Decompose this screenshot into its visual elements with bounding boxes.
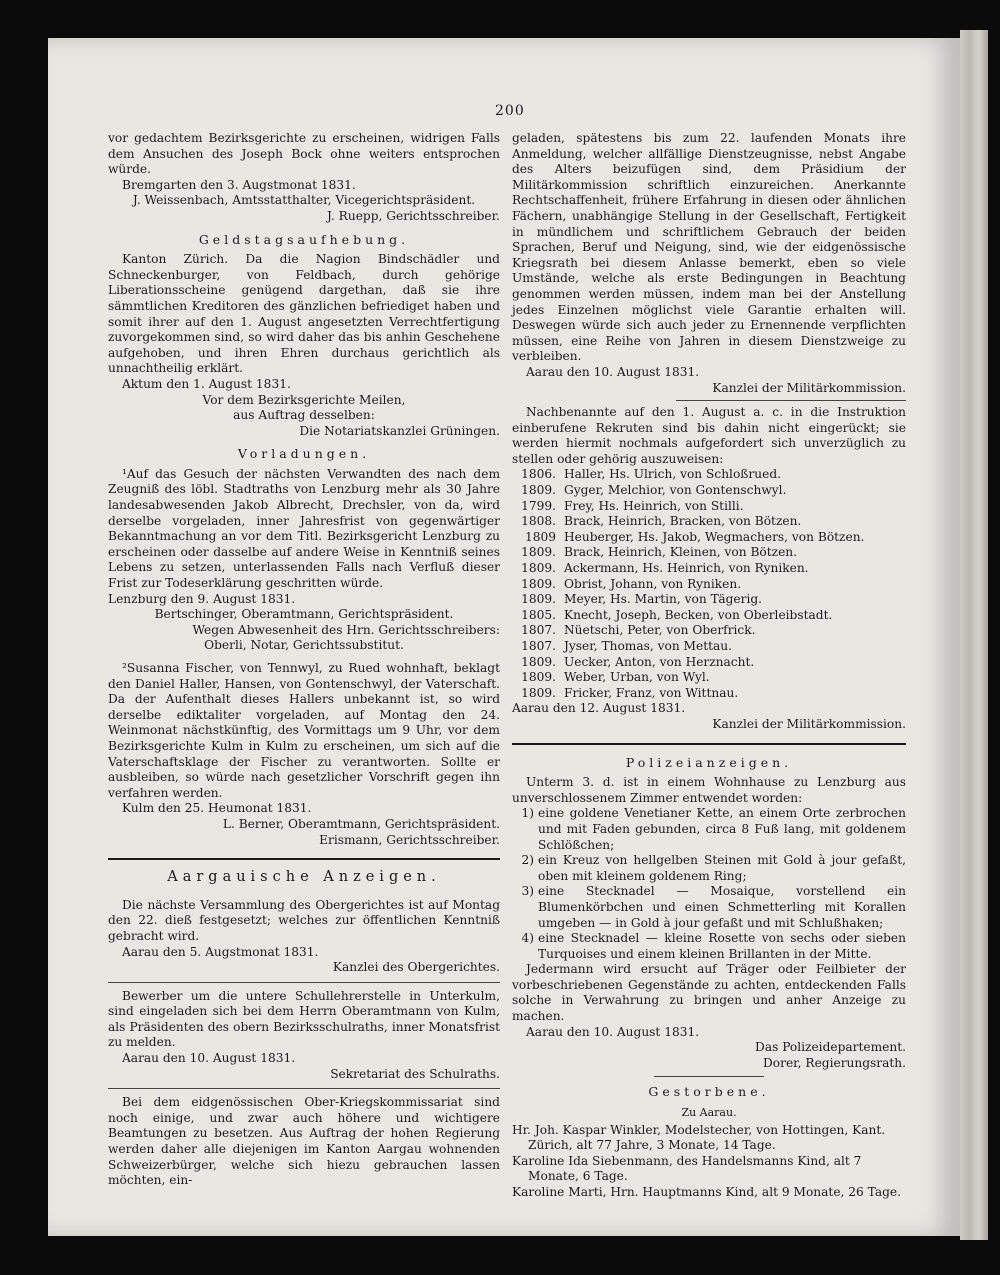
list-item: Hr. Joh. Kaspar Winkler, Modelstecher, von Hottingen, Kant. Zürich, alt 77 Jahre, 3 Monate, 14 Tage.: [512, 1122, 886, 1153]
page-number: 200: [495, 103, 525, 119]
bezirk-date: Bremgarten den 3. Augstmonat 1831.: [122, 177, 356, 192]
list-item: 4) eine Stecknadel — kleine Rosette von sechs oder sieben Turquoises und einem kleinen Brillanten in der Mitte.: [521, 931, 906, 961]
list-item: 1806. Haller, Hs. Ulrich, von Schloßrued.: [521, 467, 781, 482]
list-item: 1807. Nüetschi, Peter, von Oberfrick.: [521, 623, 756, 638]
list-item: 1809. Gyger, Melchior, von Gontenschwyl.: [521, 483, 787, 498]
section-divider: [512, 743, 906, 745]
list-item: 3) eine Stecknadel — Mosaique, vorstellend ein Blumenkörbchen und einen Schmetterling mit Korallen umgeben — in Gold à jour gefaßt und mit Schlußhaken;: [521, 884, 906, 930]
geldstag-heading: Geldstagsaufhebung.: [198, 231, 410, 247]
vorladung-2-sig-1: L. Berner, Oberamtmann, Gerichtspräsident.: [222, 816, 500, 831]
vorladung-2-sig-2: Erismann, Gerichtsschreiber.: [319, 832, 500, 847]
list-item: 1809. Obrist, Johann, von Ryniken.: [521, 576, 742, 591]
list-item: 1809. Uecker, Anton, von Herznacht.: [521, 654, 755, 669]
left-column: [108, 131, 500, 1189]
gestorbene-heading: Gestorbene.: [648, 1084, 770, 1100]
divider: [108, 1088, 500, 1089]
book-page-edge: [960, 30, 988, 1240]
vorladungen-heading: Vorladungen.: [237, 446, 371, 462]
right-column: [512, 131, 906, 1201]
bezirk-sig-2: J. Ruepp, Gerichtsschreiber.: [326, 208, 500, 223]
obergericht-sig: Kanzlei des Obergerichtes.: [332, 960, 500, 975]
schule-sig: Sekretariat des Schulraths.: [330, 1066, 500, 1081]
kriegs-notice-cont: geladen, spätestens bis zum 22. laufenden Monats ihre Anmeldung, welcher allfällige Dienstzeugnisse, nebst Angabe des Alters beizufügen sind, dem Präsidium der Militärkommission schriftlich einzureichen. Anerkannte Rechtschaffenheit, frühere Erfahrung in diesen oder ähnlichen Fächern, unabhängige Stellung in der Gesellschaft, Fertigkeit in mündlichem und schriftlichem Gebrauch der beiden Sprachen, Beruf und Neigung, sind, wie der eidgenössische Kriegsrath bei diesem Anlasse bemerkt, eben so viele Umstände, welche als erste Bedingungen in Beachtung genommen werden müssen, indem man bei der Anstellung jedes Einzelnen möglichst viele Garantie erhalten will. Deswegen würde sich auch jeder zu Ernennende verpflichten müssen, eine Reihe von Jahren in diesem Dienstzweige zu verbleiben.: [512, 131, 906, 364]
gestorbene-subheading: Zu Aarau.: [681, 1106, 737, 1120]
obergericht-date: Aarau den 5. Augstmonat 1831.: [122, 944, 319, 959]
obergericht-notice: Die nächste Versammlung des Obergerichtes ist auf Montag den 22. dieß festgesetzt; welches zur öffentlichen Kenntniß gebracht wird.: [108, 897, 500, 943]
geldstag-sig-1: Vor dem Bezirksgerichte Meilen,: [202, 392, 406, 407]
list-item: 1809. Weber, Urban, von Wyl.: [521, 670, 710, 685]
schule-date: Aarau den 10. August 1831.: [122, 1051, 296, 1066]
list-item: 2) ein Kreuz von hellgelben Steinen mit Gold à jour gefaßt, oben mit kleinem goldenem Ring;: [521, 853, 906, 883]
geldstag-date: Aktum den 1. August 1831.: [122, 376, 291, 391]
polizei-sig-2: Dorer, Regierungsrath.: [763, 1055, 906, 1070]
vorladung-1-date: Lenzburg den 9. August 1831.: [108, 591, 296, 606]
rekruten-intro: Nachbenannte auf den 1. August a. c. in die Instruktion einberufene Rekruten sind bis dahin nicht eingerückt; sie werden hiermit nochmals aufgefordert sich unverzüglich zu stellen oder gehörig auszuweisen:: [512, 405, 906, 466]
rekruten-date: Aarau den 12. August 1831.: [512, 701, 686, 716]
list-item: 1808. Brack, Heinrich, Bracken, von Bötzen.: [521, 514, 802, 529]
polizei-sig-1: Das Polizeidepartement.: [755, 1040, 906, 1055]
schule-notice: Bewerber um die untere Schullehrerstelle in Unterkulm, sind eingeladen sich bei dem Herrn Oberamtmann von Kulm, als Präsidenten des obern Bezirksschulraths, inner Monatsfrist zu melden.: [108, 988, 500, 1050]
bezirk-text: vor gedachtem Bezirksgerichte zu erscheinen, widrigen Falls dem Ansuchen des Joseph Bock ohne weiters entsprochen würde.: [108, 131, 500, 177]
polizei-intro: Unterm 3. d. ist in einem Wohnhause zu Lenzburg aus unverschlossenem Zimmer entwendet worden:: [512, 775, 906, 805]
kriegs-sig: Kanzlei der Militärkommission.: [712, 380, 906, 395]
divider: [654, 1076, 764, 1077]
rekruten-sig: Kanzlei der Militärkommission.: [712, 716, 906, 731]
vorladung-1: ¹Auf das Gesuch der nächsten Verwandten des nach dem Zeugniß des löbl. Stadtraths von Lenzburg mehr als 30 Jahre landesabwesenden Jakob Albrecht, Drechsler, von da, wird derselbe vorgeladen, inner Jahresfrist von gegenwärtiger Bekanntmachung an vor dem Titl. Bezirksgericht Lenzburg zu erscheinen oder dasselbe auf andere Weise in Kenntniß seines Lebens zu setzen, unterlassenden Falls nach Verfluß dieser Frist zur Todeserklärung geschritten würde.: [108, 466, 500, 591]
polizei-body: Jedermann wird ersucht auf Träger oder Feilbieter der vorbeschriebenen Gegenstände zu achten, entdeckenden Falls solche in Verwahrung zu bringen und anher Anzeige zu machen.: [512, 962, 906, 1024]
list-item: 1809. Fricker, Franz, von Wittnau.: [521, 685, 739, 700]
list-item: 1809. Meyer, Hs. Martin, von Tägerig.: [521, 592, 763, 607]
list-item: Karoline Marti, Hrn. Hauptmanns Kind, alt 9 Monate, 26 Tage.: [512, 1185, 901, 1199]
polizei-date: Aarau den 10. August 1831.: [526, 1024, 700, 1039]
kriegs-date: Aarau den 10. August 1831.: [526, 364, 700, 379]
list-item: 1809 Heuberger, Hs. Jakob, Wegmachers, von Bötzen.: [524, 529, 865, 544]
list-item: Karoline Ida Siebenmann, des Handelsmanns Kind, alt 7 Monate, 6 Tage.: [512, 1153, 862, 1184]
vorladung-1-sig-2: Wegen Abwesenheit des Hrn. Gerichtsschreibers:: [192, 622, 500, 637]
geldstag-sig-3: Die Notariatskanzlei Grüningen.: [299, 423, 500, 438]
vorladung-2-date: Kulm den 25. Heumonat 1831.: [122, 801, 312, 816]
list-item: 1809. Ackermann, Hs. Heinrich, von Ryniken.: [521, 561, 809, 576]
divider: [108, 982, 500, 983]
list-item: 1807. Jyser, Thomas, von Mettau.: [521, 639, 733, 653]
aargau-heading: Aargauische Anzeigen.: [167, 869, 441, 886]
kriegs-notice: Bei dem eidgenössischen Ober-Kriegskommissariat sind noch einige, und zwar auch höhere und wichtigere Beamtungen zu besetzen. Aus Auftrag der hohen Regierung werden daher alle diejenigen im Kanton Aargau wohnenden Schweizerbürger, welche sich hiezu gebrauchen lassen möchten, ein-: [108, 1095, 500, 1188]
bezirk-sig-1: J. Weissenbach, Amtsstatthalter, Vicegerichtspräsident.: [132, 193, 476, 208]
divider: [676, 400, 906, 401]
list-item: 1) eine goldene Venetianer Kette, an einem Orte zerbrochen und mit Faden gebunden, circa 8 Fuß lang, mit goldenem Schlößchen;: [521, 806, 906, 852]
vorladung-1-sig-1: Bertschinger, Oberamtmann, Gerichtspräsident.: [154, 607, 454, 622]
geldstag-body: Kanton Zürich. Da die Nagion Bindschädler und Schneckenburger, von Feldbach, durch gehörige Liberationsscheine genügend dargethan, daß sie ihre sämmtlichen Kreditoren des gänzlichen befriediget haben und somit ihrer auf den 1. August angesetzten Verrechtfertigung zuvorgekommen sind, so wird daher das bis anhin Geschehene aufgehoben, und ihren Ehren durchaus gerichtlich als unnachtheilig erklärt.: [108, 252, 500, 376]
vorladung-2: ²Susanna Fischer, von Tennwyl, zu Rued wohnhaft, beklagt den Daniel Haller, Hansen, von Gontenschwyl, der Vaterschaft. Da der Aufenthalt dieses Hallers unbekannt ist, so wird derselbe ediktaliter vorgeladen, auf Montag den 24. Weinmonat nächstkünftig, des Vormittags um 9 Uhr, vor dem Bezirksgerichte Kulm in Kulm zu erscheinen, um sich auf die Vaterschaftsklage der Fischer zu verantworten. Sollte er ausbleiben, so würde nach gesetzlicher Vorschrift gegen ihn verfahren werden.: [108, 661, 500, 800]
list-item: 1809. Brack, Heinrich, Kleinen, von Bötzen.: [521, 545, 798, 560]
list-item: 1805. Knecht, Joseph, Becken, von Oberleibstadt.: [521, 607, 833, 622]
list-item: 1799. Frey, Hs. Heinrich, von Stilli.: [521, 498, 744, 513]
section-divider: [108, 858, 500, 860]
vorladung-1-sig-3: Oberli, Notar, Gerichtssubstitut.: [204, 638, 404, 653]
geldstag-sig-2: aus Auftrag desselben:: [233, 408, 375, 423]
polizei-heading: Polizeianzeigen.: [625, 754, 793, 770]
rekruten-list: [512, 467, 906, 701]
